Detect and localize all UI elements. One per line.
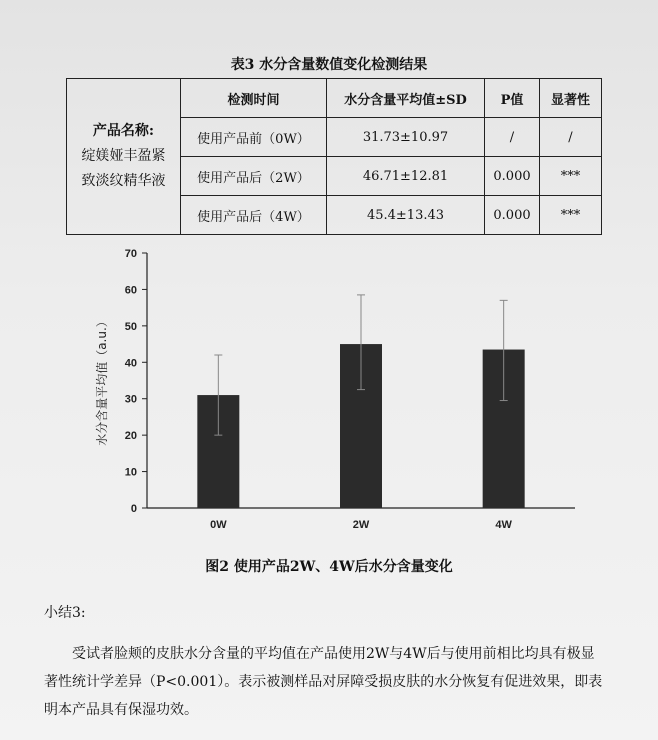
header-time: 检测时间 xyxy=(181,79,327,118)
product-name-line1: 绽媄娅丰盈紧 xyxy=(81,148,166,164)
row-sig: *** xyxy=(540,196,602,235)
row-time: 使用产品后（4W） xyxy=(181,196,327,235)
y-tick-label: 30 xyxy=(124,393,137,406)
row-sig: *** xyxy=(540,157,602,196)
row-p: / xyxy=(485,118,540,157)
row-mean: 46.71±12.81 xyxy=(327,157,485,196)
header-sig: 显著性 xyxy=(540,79,602,118)
row-mean: 31.73±10.97 xyxy=(327,118,485,157)
row-p: 0.000 xyxy=(485,157,540,196)
summary-title: 小结3: xyxy=(44,605,86,621)
y-tick-label: 40 xyxy=(124,357,137,370)
header-mean: 水分含量平均值±SD xyxy=(327,79,485,118)
table-header-row xyxy=(67,79,602,118)
results-table xyxy=(66,78,602,235)
product-name-line2: 致淡纹精华液 xyxy=(81,173,166,189)
y-tick-label: 50 xyxy=(124,320,137,333)
x-tick-label-0W: 0W xyxy=(210,519,227,531)
summary-text: 受试者脸颊的皮肤水分含量的平均值在产品使用2W与4W后与使用前相比均具有极显著性统计学差异（P<0.001）。表示被测样品对屏障受损皮肤的水分恢复有促进效果，即表明本产品具有保湿功效。 xyxy=(44,646,603,718)
product-label: 产品名称: xyxy=(92,123,155,139)
row-time: 使用产品后（2W） xyxy=(181,157,327,196)
row-sig: / xyxy=(540,118,602,157)
row-p: 0.000 xyxy=(485,196,540,235)
table-title: 表3 水分含量数值变化检测结果 xyxy=(230,57,428,73)
y-tick-label: 60 xyxy=(124,284,137,297)
y-tick-label: 10 xyxy=(124,466,137,479)
x-tick-label-4W: 4W xyxy=(495,519,512,531)
y-tick-label: 70 xyxy=(124,248,137,260)
y-tick-label: 20 xyxy=(124,430,137,443)
x-tick-label-2W: 2W xyxy=(352,519,370,531)
figure-caption: 图2 使用产品2W、4W后水分含量变化 xyxy=(205,559,453,575)
product-cell xyxy=(67,79,181,235)
header-p: P值 xyxy=(485,79,540,118)
row-mean: 45.4±13.43 xyxy=(327,196,485,235)
y-tick-label: 0 xyxy=(130,503,137,515)
water-content-bar-chart xyxy=(90,240,590,540)
row-time: 使用产品前（0W） xyxy=(181,118,327,157)
y-axis-label: 水分含量平均值（a.u.） xyxy=(95,315,109,446)
